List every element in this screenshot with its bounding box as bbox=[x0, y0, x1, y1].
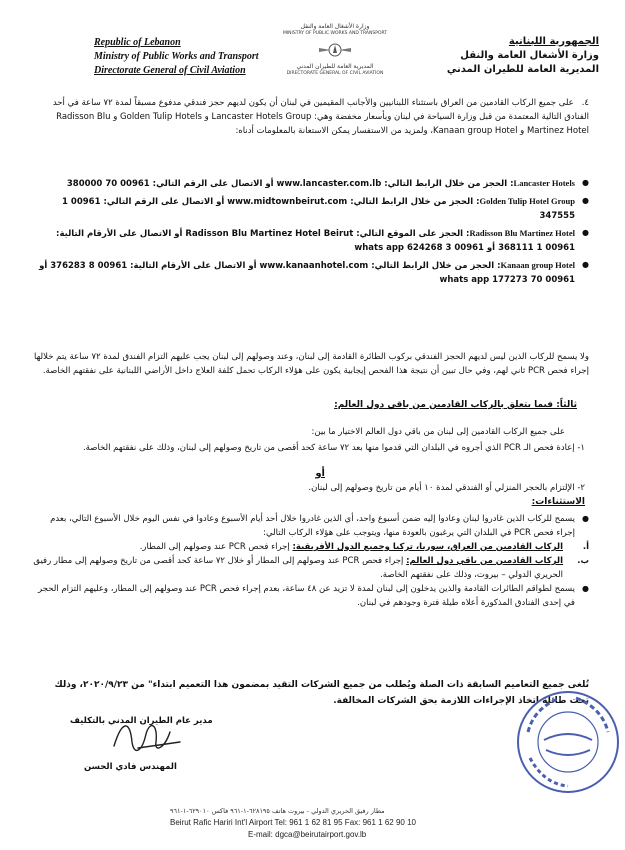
logo-top-text-ar: وزارة الأشغال العامة والنقل bbox=[300, 23, 370, 30]
section-3-title: ثالثاً: فيما يتعلق بالركاب القادمين من باقي دول العالم: bbox=[334, 400, 577, 410]
footer bbox=[170, 805, 470, 841]
header-english bbox=[94, 36, 284, 78]
exception-item-1: ● يسمح للركاب الذين غادروا لبنان وعادوا إليه ضمن أسبوع واحد، أي الذين غادروا خلال أحد أيام الأسبوع وعادوا في نفس اليوم خلال الأسبوع التالي، بعدم إجراء فحص PCR في البلدان التي يرغبون بالعودة منها، ويتوجب على هؤلاء الركاب التالي: bbox=[31, 512, 589, 540]
hotel-details: : الحجز من خلال الرابط التالي: www.lancaster.com.lb أو الاتصال على الرقم التالي: 00961 70 380000 bbox=[66, 179, 514, 189]
logo-bottom-text-ar: المديرية العامة للطيران المدني bbox=[296, 63, 374, 70]
exception-item-2: ● يسمح لطواقم الطائرات القادمة والذين يدخلون إلى لبنان لمدة لا تزيد عن ٤٨ ساعة، بعدم إجراء فحص PCR عند وصولهم إلى المطار، وعليهم التزام الحجر في إحدى الفنادق المذكورة أعلاه طيلة فترة وجودهم في لبنان. bbox=[31, 582, 589, 610]
exception-item-a bbox=[31, 540, 589, 554]
hotel-name: Golden Tulip Hotel Group bbox=[479, 196, 575, 206]
header-en-directorate: Directorate General of Civil Aviation bbox=[94, 65, 246, 76]
hotel-details: : الحجز من خلال الرابط التالي: www.midtownbeirut.com أو الاتصال على الرقم التالي: 00961 1 347555 bbox=[62, 197, 575, 221]
hotel-item-golden-tulip bbox=[33, 194, 589, 223]
hotel-name: Kanaan group Hotel bbox=[500, 260, 575, 270]
footer-email: E-mail: dgca@beirutairport.gov.lb bbox=[248, 830, 367, 839]
hotel-details: : الحجز من خلال الرابط التالي: www.kanaanhotel.com أو الاتصال على الأرقام التالية: 00961 8 376283 أو 00961 70 177273 whats app bbox=[39, 261, 575, 285]
paragraph-4 bbox=[29, 96, 589, 138]
ministry-logo bbox=[276, 23, 394, 77]
exception-a-label: أ. bbox=[582, 542, 589, 552]
paragraph-4-text: على جميع الركاب القادمين من العراق باستثناء اللبنانيين والأجانب المقيمين في لبنان أن يكون لديهم حجز فندقي مدفوع مسبقاً لمدة ٧٢ ساعة في أحد الفنادق التالية المعتمدة من قبل وزارة السياحة في لبنان وبأسعار مخفضة وهي: Lancaster Hotels Group و Golden Tulip Hotels و Radisson Blu Martinez Hotel و Kanaan group Hotel، ولمزيد من الاستفسار يمكن الاستعانة بالمعلومات أدناه: bbox=[52, 98, 589, 136]
paragraph-4-number: ٤. bbox=[581, 98, 589, 108]
hotel-name: Lancaster Hotels bbox=[513, 178, 575, 188]
header-ar-directorate: المديرية العامة للطيران المدني bbox=[446, 64, 599, 75]
final-paragraph: تُلغى جميع التعاميم السابقة ذات الصلة ويُطلب من جميع الشركات التقيد بمضمون هذا التعميم ابتداء" من ٢٠٢٠/٩/٢٣، وذلك تحت طائلة اتخاذ الإجراءات اللازمة بحق الشركات المخالفة. bbox=[54, 680, 589, 706]
paragraph-no-booking: ولا يسمح للركاب الذين ليس لديهم الحجز الفندقي بركوب الطائرة القادمة إلى لبنان، وعند وصولهم إلى لبنان يجب عليهم التزام الفندق لمدة ٧٢ ساعة يتم خلالها إجراء فحص PCR ثاني لهم، وفي حال تبين أن نتيجة هذا الفحص إيجابية يكون على هؤلاء الركاب تحمل كلفة العلاج داخل الأراضي اللبنانية على نفقتهم الخاصة. bbox=[34, 352, 589, 376]
signatory-title: مدير عام الطيران المدني بالتكليف bbox=[70, 716, 213, 726]
exception-a-heading: الركاب القادمين من العراق، سوريا، تركيا وجميع الدول الأفريقية: bbox=[292, 542, 563, 552]
exception-b-heading: الركاب القادمين من باقي دول العالم: bbox=[406, 556, 563, 566]
header-ar-ministry: وزارة الأشغال العامة والنقل bbox=[460, 50, 599, 61]
exception-item-b bbox=[31, 554, 589, 582]
exceptions-title: الاستثناءات: bbox=[531, 497, 585, 507]
hotel-item-lancaster bbox=[33, 176, 589, 191]
section-3-option-1: ١- إعادة فحص الـ PCR الذي أجروه في البلدان التي قدموا منها بعد ٧٢ ساعة كحد أقصى من تاريخ وصولهم إلى لبنان، وذلك على نفقتهم الخاصة. bbox=[82, 443, 585, 453]
exceptions-list bbox=[31, 512, 589, 610]
logo-top-text-en: MINISTRY OF PUBLIC WORKS AND TRANSPORT bbox=[282, 31, 388, 36]
hotel-name: Radisson Blu Martinez Hotel bbox=[469, 228, 575, 238]
section-3-option-2: ٢- الإلتزام بالحجر المنزلي أو الفندقي لمدة ١٠ أيام من تاريخ وصولهم إلى لبنان. bbox=[308, 483, 585, 493]
exception-b-text: إجراء فحص PCR عند وصولهم إلى المطار أو خلال ٧٢ ساعة كحد أقصى من تاريخ وصولهم إلى مطار رفيق الحريري الدولي – بيروت، وذلك على نفقتهم الخاصة. bbox=[33, 556, 563, 580]
hotels-list bbox=[33, 176, 589, 290]
header-en-republic: Republic of Lebanon bbox=[94, 37, 181, 48]
handwritten-signature bbox=[108, 712, 188, 760]
aviation-emblem-icon bbox=[317, 39, 353, 61]
hotel-details: : الحجز على الموقع التالي: Radisson Blu Martinez Hotel Beirut أو الاتصال على الأرقام التالية: 00961 1 368111 أو 00961 3 624268 whats app bbox=[56, 229, 575, 253]
header-arabic bbox=[409, 35, 599, 77]
section-3-intro: على جميع الركاب القادمين إلى لبنان من باقي دول العالم الاختيار ما بين: bbox=[311, 427, 565, 437]
exception-a-text: إجراء فحص PCR عند وصولهم إلى المطار. bbox=[139, 542, 290, 552]
hotel-item-radisson bbox=[33, 226, 589, 255]
footer-address-en: Beirut Rafic Hariri Int'l Airport Tel: 961 1 62 81 95 Fax: 961 1 62 90 10 bbox=[170, 818, 416, 827]
header-en-ministry: Ministry of Public Works and Transport bbox=[94, 51, 259, 62]
section-3-or: أو bbox=[315, 468, 325, 479]
exception-b-label: ب. bbox=[577, 556, 589, 566]
official-stamp bbox=[514, 688, 622, 796]
logo-bottom-text-en: DIRECTORATE GENERAL OF CIVIL AVIATION bbox=[286, 71, 384, 76]
header-ar-republic: الجمهورية اللبنانية bbox=[508, 36, 599, 47]
signatory-name: المهندس فادي الحسن bbox=[84, 762, 177, 772]
footer-address-ar: مطار رفيق الحريري الدولي - بيروت هاتف ٦٢٨١٩٥-١-٩٦١ فاكس ٦٢٩٠١٠-١-٩٦١ bbox=[170, 807, 385, 815]
hotel-item-kanaan bbox=[33, 258, 589, 287]
